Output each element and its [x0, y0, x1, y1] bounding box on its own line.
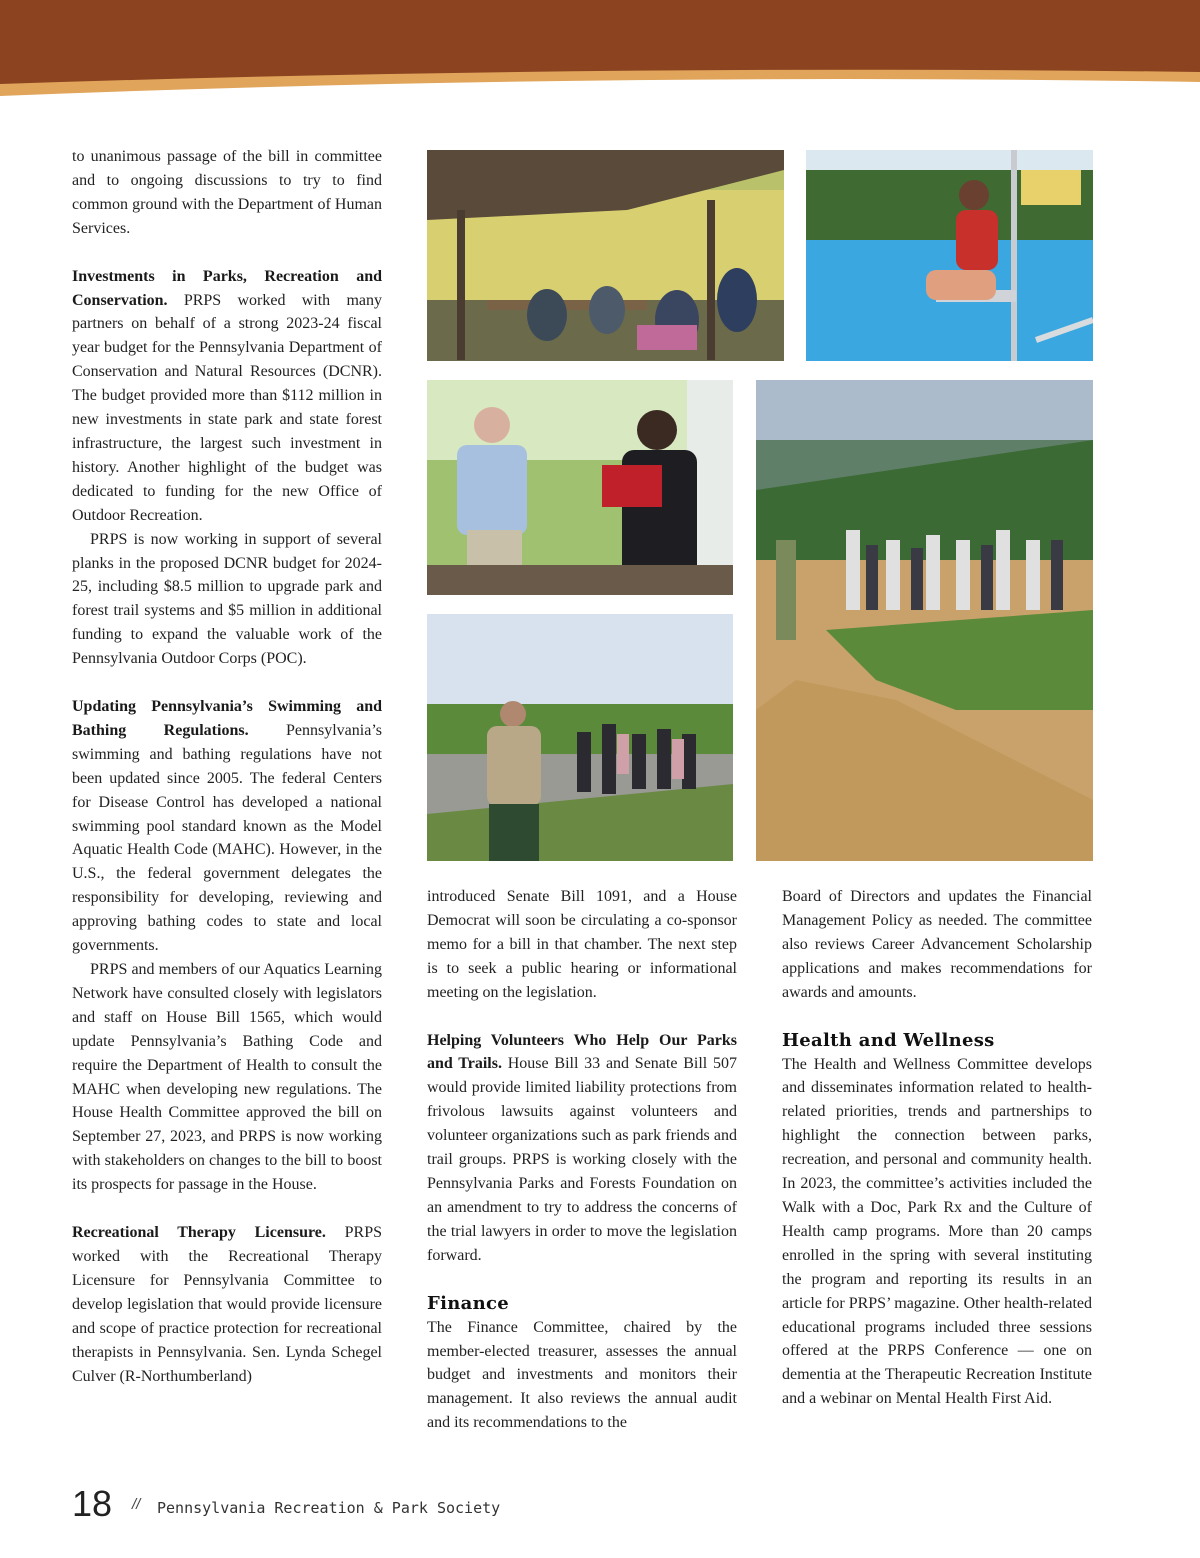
investments-title: Investments in Parks, Recreation and Conservation.: [72, 267, 382, 309]
award-photo: [427, 380, 733, 595]
investments-body: PRPS worked with many partners on behalf of a strong 2023-24 fiscal year budget for the Pennsylvania Department of Conservation and Natural Resources (DCNR). The budget provided more than $112 million in new investments in state park and state forest infrastructure, the largest such investment in history. Another highlight of the budget was dedicated to funding for the new Office of Outdoor Recreation.: [72, 291, 382, 524]
therapy-title: Recreational Therapy Licensure.: [72, 1224, 326, 1242]
investments-paragraph-2: PRPS is now working in support of several planks in the proposed DCNR budget for 2024-25, including $8.5 million to upgrade park and forest trail systems and $5 million in additional funding to expand the valuable work of the Pennsylvania Outdoor Corps (POC).: [72, 530, 382, 668]
finance-continued-paragraph: Board of Directors and updates the Financial Management Policy as needed. The committee also reviews Career Advancement Scholarship applications and makes recommendations for awards and amounts.: [782, 888, 1092, 1001]
finance-paragraph: The Finance Committee, chaired by the member-elected treasurer, assesses the annual budget and investments and monitors their management. It also reviews the annual audit and its recommendations to the: [427, 1318, 737, 1432]
swimming-paragraph-2: PRPS and members of our Aquatics Learning Network have consulted closely with legislators and staff on House Bill 1565, which would update Pennsylvania’s Bathing Code and require the Department of Health to consult the MAHC when developing new regulations. The House Health Committee approved the bill on September 27, 2023, and PRPS is now working with stakeholders on changes to the bill to boost its prospects for passage in the House.: [72, 961, 382, 1194]
footer-organization: Pennsylvania Recreation & Park Society: [157, 1499, 501, 1517]
article-column-2: [427, 885, 737, 1435]
page-number: 18: [72, 1483, 113, 1524]
volunteers-title: Helping Volunteers Who Help Our Parks and Trails.: [427, 1031, 737, 1073]
health-heading: Health and Wellness: [782, 1029, 995, 1051]
intro-paragraph: to unanimous passage of the bill in committee and to ongoing discussions to try to find common ground with the Department of Human Services.: [72, 148, 382, 237]
top-banner: [0, 0, 1200, 110]
finance-heading: Finance: [427, 1292, 509, 1314]
article-column-3: [782, 885, 1092, 1411]
swimming-title: Updating Pennsylvania’s Swimming and Bathing Regulations.: [72, 698, 382, 739]
article-column-1: [72, 145, 382, 1388]
swimming-paragraph: [72, 695, 382, 958]
pavilion-photo: [427, 150, 784, 361]
health-paragraph: The Health and Wellness Committee develops and disseminates information related to health-related priorities, trends and partnerships to highlight the connection between parks, recreation, and personal and community health. In 2023, the committee’s activities included the Walk with a Doc, Park Rx and the Culture of Health camp programs. More than 20 camps enrolled in the spring with several instituting the program and reporting its results in an article for PRPS’ magazine. Other health-related educational programs included three sessions offered at the PRPS Conference — one on dementia at the Therapeutic Recreation Institute and a webinar on Mental Health First Aid.: [782, 1055, 1092, 1408]
senate-bill-paragraph: introduced Senate Bill 1091, and a House Democrat will soon be circulating a co-sponsor memo for a bill in that chamber. The next step is to seek a public hearing or informational meeting on the legislation.: [427, 888, 737, 1001]
therapy-body: PRPS worked with the Recreational Therapy Licensure for Pennsylvania Committee to develop legislation that would provide licensure and scope of practice protection for recreational therapists in Pennsylvania. Sen. Lynda Schegel Culver (R-Northumberland): [72, 1224, 382, 1385]
footer-separator: //: [132, 1496, 141, 1513]
volunteers-body: House Bill 33 and Senate Bill 507 would provide limited liability protections from frivolous lawsuits against volunteers and volunteer organizations such as park friends and trail groups. PRPS is working closely with the Pennsylvania Parks and Forests Foundation on an amendment to try to address the concerns of the trial lawyers in order to move the legislation forward.: [427, 1055, 737, 1264]
ranger-photo: [427, 614, 733, 861]
swimming-body: Pennsylvania’s swimming and bathing regulations have not been updated since 2005. The federal Centers for Disease Control has developed a national swimming pool standard known as the Model Aquatic Health Code (MAHC). However, in the U.S., the federal government delegates the responsibility for developing, reviewing and approving bathing codes to state and local governments.: [72, 721, 382, 955]
lifeguard-photo: [806, 150, 1093, 361]
therapy-paragraph: [72, 1221, 382, 1388]
ballfield-photo: [756, 380, 1093, 861]
volunteers-paragraph: [427, 1029, 737, 1268]
investments-paragraph: [72, 265, 382, 528]
